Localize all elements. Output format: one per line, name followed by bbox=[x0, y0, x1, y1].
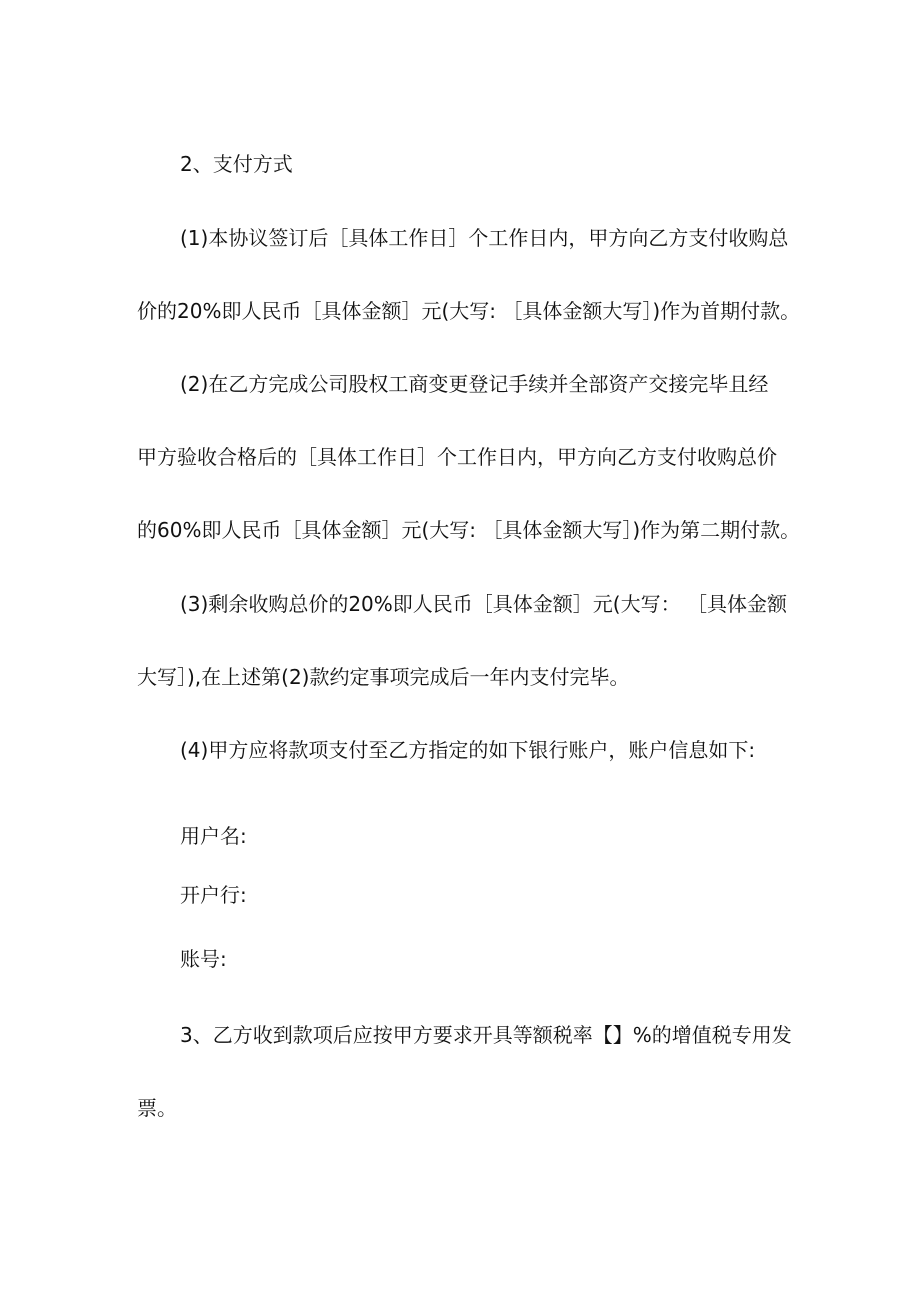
account-name-label: 用户名: bbox=[180, 824, 247, 848]
paragraph-1-line-2: 价的20%即人民币［具体金额］元(大写: ［具体金额大写］)作为首期付款。 bbox=[137, 299, 801, 323]
paragraph-1-line-1: (1)本协议签订后［具体工作日］个工作日内，甲方向乙方支付收购总 bbox=[180, 226, 789, 250]
section-heading-payment-method: 2、支付方式 bbox=[180, 152, 293, 176]
paragraph-2-line-3: 的60%即人民币［具体金额］元(大写: ［具体金额大写］)作为第二期付款。 bbox=[137, 518, 801, 542]
section-3-line-1: 3、乙方收到款项后应按甲方要求开具等额税率【】%的增值税专用发 bbox=[180, 1023, 792, 1047]
paragraph-3-line-2: 大写］),在上述第(2)款约定事项完成后一年内支付完毕。 bbox=[137, 665, 630, 689]
section-3-line-2: 票。 bbox=[137, 1096, 177, 1120]
account-number-label: 账号: bbox=[180, 947, 227, 971]
bank-label: 开户行: bbox=[180, 883, 247, 907]
paragraph-2-line-2: 甲方验收合格后的［具体工作日］个工作日内，甲方向乙方支付收购总价 bbox=[137, 445, 777, 469]
paragraph-3-line-1: (3)剩余收购总价的20%即人民币［具体金额］元(大写： ［具体金额 bbox=[180, 592, 787, 616]
paragraph-4-line-1: (4)甲方应将款项支付至乙方指定的如下银行账户，账户信息如下: bbox=[180, 738, 756, 762]
paragraph-2-line-1: (2)在乙方完成公司股权工商变更登记手续并全部资产交接完毕且经 bbox=[180, 372, 769, 396]
